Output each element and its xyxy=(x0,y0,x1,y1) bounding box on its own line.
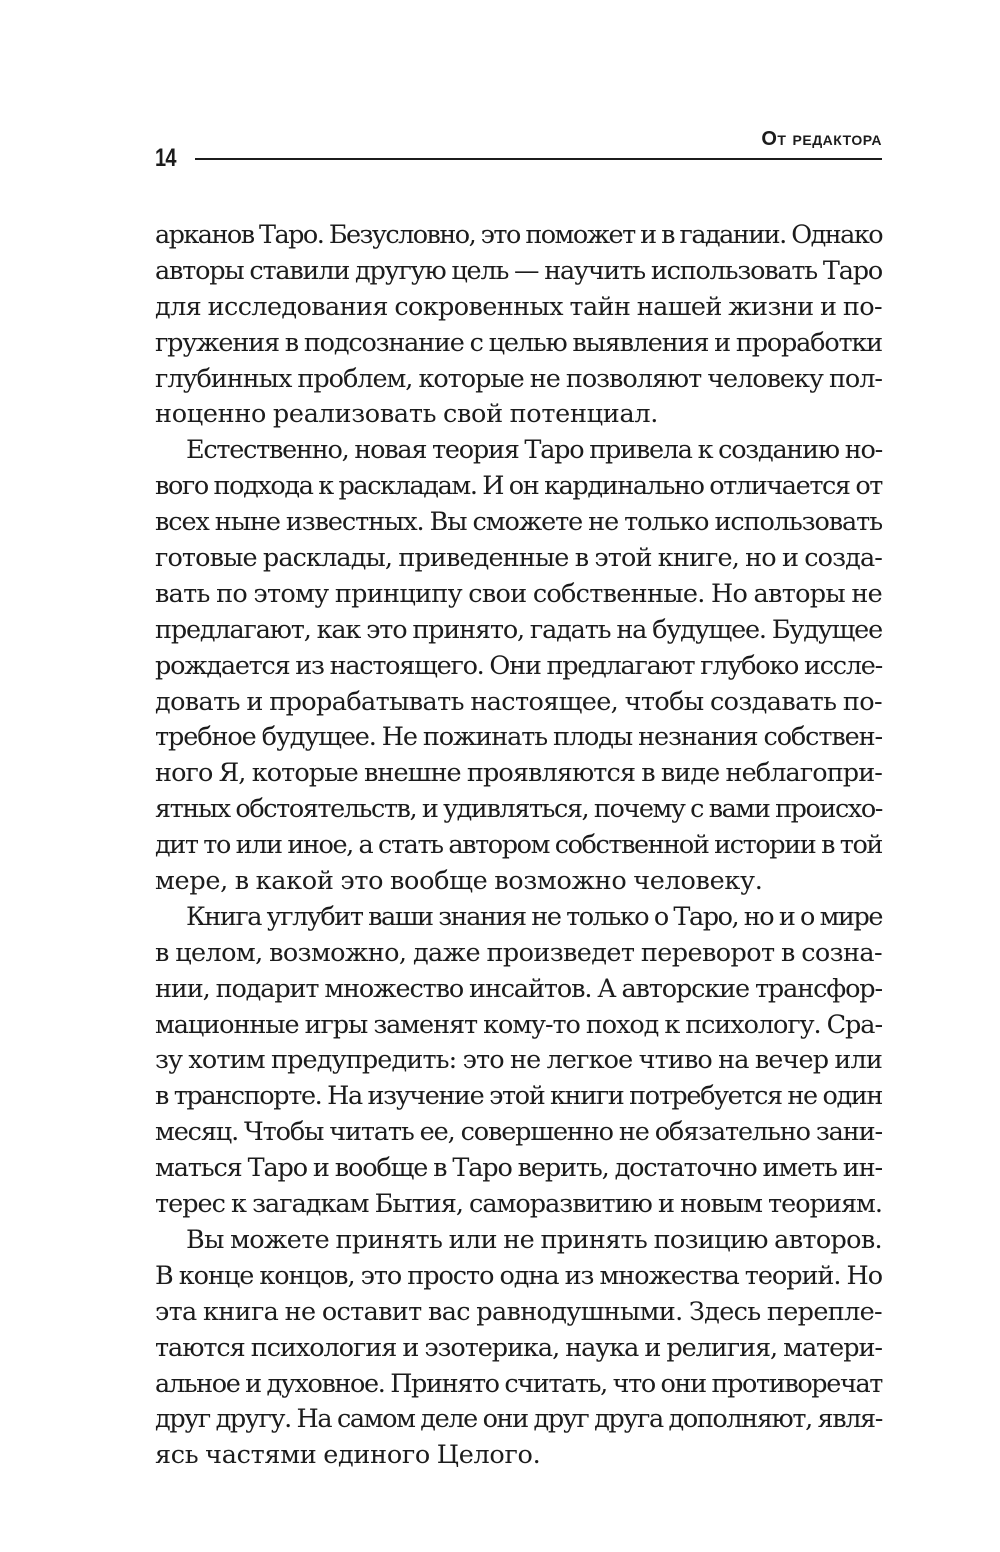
text-line: нии, подарит множество инсайтов. А авторские трансфор- xyxy=(155,973,882,1004)
section-title: От редактора xyxy=(761,128,882,150)
paragraph-1 xyxy=(155,218,882,433)
text-line: В конце концов, это просто одна из множества теорий. Но xyxy=(155,1260,882,1291)
text-line: дит то или иное, а стать автором собственной истории в той xyxy=(155,830,882,861)
text-line: маться Таро и вообще в Таро верить, достаточно иметь ин- xyxy=(155,1153,882,1184)
paragraph-4 xyxy=(155,1223,882,1474)
text-line: предлагают, как это принято, гадать на будущее. Будущее xyxy=(155,614,882,645)
text-line: в транспорте. На изучение этой книги потребуется не один xyxy=(155,1081,882,1112)
paragraph-2 xyxy=(155,433,882,900)
text-line: довать и прорабатывать настоящее, чтобы создавать по- xyxy=(155,686,882,717)
text-line: месяц. Чтобы читать ее, совершенно не обязательно зани- xyxy=(155,1117,882,1148)
text-line: мационные игры заменят кому-то поход к психологу. Сра- xyxy=(155,1009,882,1040)
text-line: вать по этому принципу свои собственные. Но авторы не xyxy=(155,578,882,609)
text-line: гружения в подсознание с целью выявления и проработки xyxy=(155,327,882,358)
text-line: готовые расклады, приведенные в этой книге, но и созда- xyxy=(155,543,882,574)
text-line: ноценно реализовать свой потенциал. xyxy=(155,399,659,430)
text-line: арканов Таро. Безусловно, это поможет и в гадании. Однако xyxy=(155,220,882,250)
body-text xyxy=(155,218,882,1474)
text-line: ного Я, которые внешне проявляются в виде неблагопри- xyxy=(155,758,882,789)
text-line: альное и духовное. Принято считать, что они противоречат xyxy=(155,1368,882,1399)
text-line: глубинных проблем, которые не позволяют человеку пол- xyxy=(155,363,882,394)
text-line: рождается из настоящего. Они предлагают глубоко иссле- xyxy=(155,650,882,681)
text-line: Вы можете принять или не принять позицию авторов. xyxy=(186,1224,882,1255)
text-line: в целом, возможно, даже произведет переворот в созна- xyxy=(155,937,882,968)
text-line: мере, в какой это вообще возможно человеку. xyxy=(155,866,763,897)
text-line: эта книга не оставит вас равнодушными. Здесь перепле- xyxy=(155,1296,882,1327)
text-line: ятных обстоятельств, и удивляться, почему с вами происхо- xyxy=(155,794,882,825)
text-line: таются психология и эзотерика, наука и религия, матери- xyxy=(155,1332,882,1363)
text-line: Книга углубит ваши знания не только о Таро, но и о мире xyxy=(186,901,882,932)
text-line: для исследования сокровенных тайн нашей жизни и по- xyxy=(155,291,882,322)
text-line: вого подхода к раскладам. И он кардинально отличается от xyxy=(155,471,882,502)
text-line: авторы ставили другую цель — научить использовать Таро xyxy=(155,255,882,286)
text-line: ясь частями единого Целого. xyxy=(155,1440,541,1471)
text-line: требное будущее. Не пожинать плоды незнания собствен- xyxy=(155,722,882,753)
running-header xyxy=(155,122,882,172)
text-line: друг другу. На самом деле они друг друга дополняют, явля- xyxy=(155,1404,882,1435)
page-number: 14 xyxy=(155,144,176,172)
paragraph-3 xyxy=(155,900,882,1223)
header-rule xyxy=(195,158,882,160)
text-line: терес к загадкам Бытия, саморазвитию и новым теориям. xyxy=(155,1189,882,1220)
text-line: зу хотим предупредить: это не легкое чтиво на вечер или xyxy=(155,1045,882,1076)
text-line: Естественно, новая теория Таро привела к созданию но- xyxy=(186,435,882,466)
text-line: всех ныне известных. Вы сможете не только использовать xyxy=(155,507,882,538)
